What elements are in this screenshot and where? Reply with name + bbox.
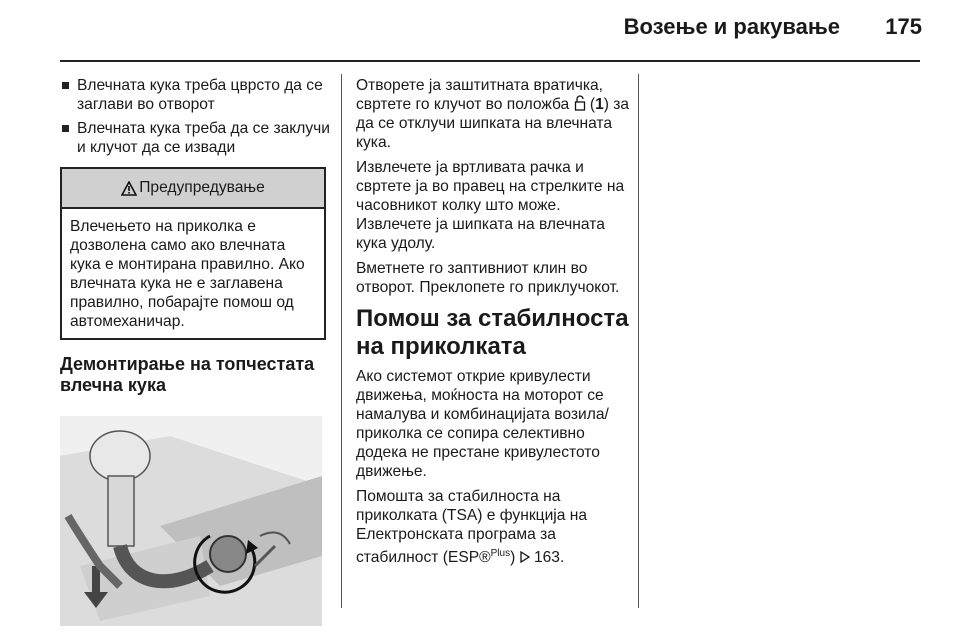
page-header-title: Возење и ракување bbox=[623, 14, 840, 39]
header-rule bbox=[60, 60, 920, 62]
paragraph: Вметнете го заптивниот клин во отворот. Преклопете го приклучокот. bbox=[356, 260, 620, 296]
paragraph: Извлечете ја вртливата рачка и свртете ја во правец на стрелките на часовникот колку што може. Извлечете ја шипката на влечната кука удолу. bbox=[356, 159, 625, 252]
warning-header bbox=[62, 169, 324, 209]
column-divider-1 bbox=[341, 74, 342, 608]
lock-key-position-icon bbox=[574, 95, 586, 111]
warning-title: Предупредување bbox=[139, 179, 265, 196]
paragraph: Отворете ја заштитната вратичка, свртете го клучот во положба (1) за да се отклучи шипката на влечната кука. bbox=[356, 77, 630, 151]
section-heading: Помош за стабилноста на приколката bbox=[356, 305, 629, 360]
list-item bbox=[60, 76, 330, 114]
paragraph: Помошта за стабилноста на приколката (TSA) е функција на Електронската програма за стабилност (ESP®$^{Plus}$) 163. bbox=[356, 488, 588, 567]
list-item-text: Влечната кука треба да се заклучи и клучот да се извади bbox=[77, 120, 331, 156]
list-item-text: Влечната кука треба цврсто да се заглави во отворот bbox=[77, 77, 323, 113]
list-item bbox=[60, 119, 330, 157]
section-heading: Демонтирање на топчестата влечна кука bbox=[60, 354, 315, 395]
page-reference[interactable]: 163. bbox=[533, 549, 565, 567]
warning-box bbox=[60, 167, 326, 340]
page-number: 175 bbox=[885, 14, 922, 39]
bullet-square-icon bbox=[62, 125, 69, 132]
towbar-removal-illustration bbox=[60, 416, 322, 626]
column-divider-2 bbox=[638, 74, 639, 608]
middle-column bbox=[356, 76, 634, 573]
page-reference-arrow-icon bbox=[520, 551, 530, 563]
paragraph: Ако системот открие кривулести движења, моќноста на моторот се намалува и комбинацијата возила/приколка се сопира селективно додека не престане кривулестото движење. bbox=[356, 368, 609, 480]
warning-triangle-icon bbox=[121, 181, 137, 196]
warning-text: Влечењето на приколка е дозволена само ако влечната кука е монтирана правилно. Ако влечната кука не е заглавена правилно, побарајте помош од автомеханичар. bbox=[70, 218, 305, 330]
left-column bbox=[60, 76, 330, 631]
bullet-square-icon bbox=[62, 82, 69, 89]
